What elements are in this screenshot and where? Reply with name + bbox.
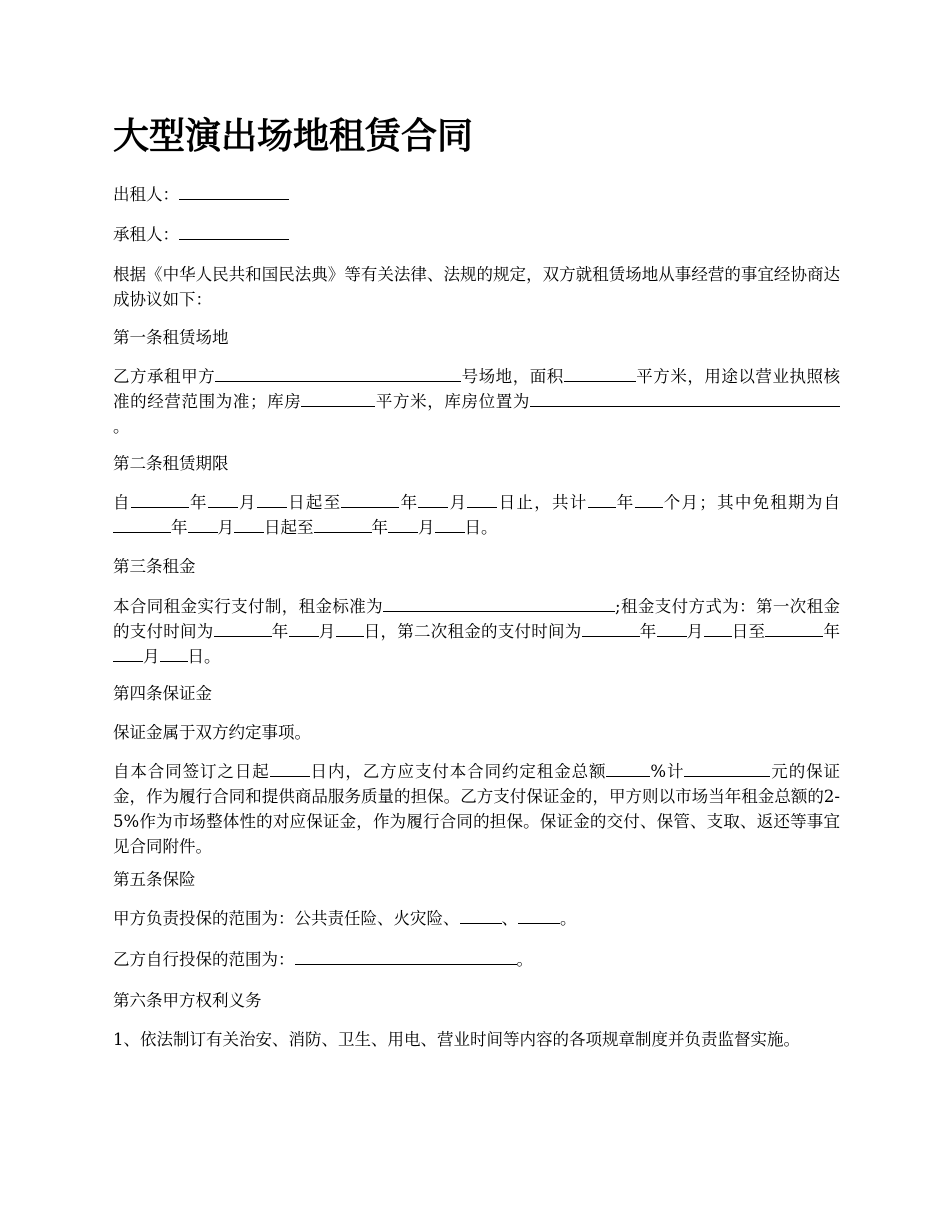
term-text: 日起至 xyxy=(286,493,342,512)
article-4-body xyxy=(113,759,840,859)
lessor-blank[interactable] xyxy=(179,185,289,200)
warehouse-location-blank[interactable] xyxy=(530,392,752,407)
free-start-year-blank[interactable] xyxy=(113,518,171,533)
article-4-heading: 第四条保证金 xyxy=(113,684,212,703)
term-text: 日。 xyxy=(464,518,498,537)
term-text: 自 xyxy=(113,493,131,512)
page-title: 大型演出场地租赁合同 xyxy=(113,115,474,157)
free-start-day-blank[interactable] xyxy=(234,518,264,533)
free-end-year-blank[interactable] xyxy=(314,518,372,533)
term-text: 个月；其中免租期为 xyxy=(662,493,824,512)
end-year-blank[interactable] xyxy=(341,493,399,508)
site-number-blank[interactable] xyxy=(215,367,461,382)
deposit-days-blank[interactable] xyxy=(270,762,310,777)
insurance-text: 。 xyxy=(516,950,533,969)
article-5-heading: 第五条保险 xyxy=(113,870,196,889)
total-years-blank[interactable] xyxy=(588,493,616,508)
insurance-text: 。 xyxy=(560,909,577,928)
article-3-heading: 第三条租金 xyxy=(113,557,196,576)
term-text: 月 xyxy=(418,518,435,537)
party-a-insurance xyxy=(113,906,840,931)
first-pay-year-blank[interactable] xyxy=(214,622,272,637)
article-1-text: 号场地，面积 xyxy=(461,367,564,386)
lessee-blank[interactable] xyxy=(179,225,289,240)
warehouse-area-blank[interactable] xyxy=(301,392,375,407)
rent-text: 日，第二次租金的支付时间为 xyxy=(363,622,582,641)
term-text: 月 xyxy=(217,518,234,537)
second-pay-end-month-blank[interactable] xyxy=(113,647,143,662)
deposit-amount-blank[interactable] xyxy=(684,762,770,777)
party-b-insurance xyxy=(113,947,840,972)
deposit-text: %计 xyxy=(650,762,685,781)
article-1-body xyxy=(113,364,840,439)
term-text: 年 xyxy=(188,493,208,512)
rent-text: 年 xyxy=(823,622,840,641)
term-text: 年 xyxy=(615,493,635,512)
lessor-line xyxy=(113,182,840,207)
rent-text: 日至 xyxy=(731,622,766,641)
lessor-label: 出租人： xyxy=(113,185,179,204)
party-a-insurance-blank-1[interactable] xyxy=(460,909,502,924)
end-month-blank[interactable] xyxy=(418,493,448,508)
insurance-text: 甲方负责投保的范围为：公共责任险、火灾险、 xyxy=(113,909,460,928)
free-start-month-blank[interactable] xyxy=(188,518,218,533)
second-pay-year-blank[interactable] xyxy=(582,622,640,637)
lessee-line xyxy=(113,222,840,247)
second-pay-end-day-blank[interactable] xyxy=(160,647,188,662)
article-1-text: 平方米，用途以营业执照核准的经营范围为准；库房 xyxy=(113,367,841,411)
intro-paragraph: 根据《中华人民共和国民法典》等有关法律、法规的规定，双方就租赁场地从事经营的事宜经协商达成协议如下： xyxy=(113,265,840,309)
rent-text: 年 xyxy=(639,622,657,641)
term-text: 月 xyxy=(237,493,257,512)
warehouse-location-blank-cont[interactable] xyxy=(752,392,840,407)
second-pay-month-blank[interactable] xyxy=(657,622,687,637)
second-pay-end-year-blank[interactable] xyxy=(765,622,823,637)
term-text: 月 xyxy=(448,493,468,512)
article-3-body xyxy=(113,594,840,669)
rent-text: 月 xyxy=(318,622,336,641)
deposit-text: 元的保证金，作为履行合同和提供商品服务质量的担保。乙方支付保证金的，甲方则以市场当年租金总额的2-5%作为市场整体性的对应保证金，作为履行合同的担保。保证金的交付、保管、支取、返还等事宜见合同附件。 xyxy=(113,762,841,856)
insurance-text: 乙方自行投保的范围为： xyxy=(113,950,295,969)
deposit-text: 自本合同签订之日起 xyxy=(113,762,270,781)
free-end-month-blank[interactable] xyxy=(388,518,418,533)
lessee-label: 承租人： xyxy=(113,225,179,244)
rent-text: 月 xyxy=(143,647,160,666)
deposit-text: 日内，乙方应支付本合同约定租金总额 xyxy=(309,762,607,781)
article-1-text: 乙方承租甲方 xyxy=(113,367,216,386)
second-pay-day-blank[interactable] xyxy=(704,622,732,637)
article-6-item-1: 1、依法制订有关治安、消防、卫生、用电、营业时间等内容的各项规章制度并负责监督实施。 xyxy=(113,1030,800,1049)
start-year-blank[interactable] xyxy=(131,493,189,508)
article-2-heading: 第二条租赁期限 xyxy=(113,454,229,473)
rent-text: 本合同租金实行支付制，租金标准为 xyxy=(113,597,384,616)
free-end-day-blank[interactable] xyxy=(435,518,465,533)
deposit-percent-blank[interactable] xyxy=(606,762,650,777)
area-blank[interactable] xyxy=(564,367,636,382)
rent-standard-blank[interactable] xyxy=(383,597,615,612)
party-a-insurance-blank-2[interactable] xyxy=(518,909,560,924)
article-6-heading: 第六条甲方权利义务 xyxy=(113,991,262,1010)
start-day-blank[interactable] xyxy=(257,493,287,508)
end-day-blank[interactable] xyxy=(467,493,497,508)
term-text: 年 xyxy=(399,493,419,512)
article-1-text: 平方米，库房位置为 xyxy=(375,392,531,411)
term-text: 年 xyxy=(371,518,388,537)
rent-text: 年 xyxy=(271,622,289,641)
article-1-heading: 第一条租赁场地 xyxy=(113,328,229,347)
rent-text: 月 xyxy=(686,622,704,641)
deposit-note: 保证金属于双方约定事项。 xyxy=(113,723,311,742)
rent-text: ;租金支付方式为：第一次租金的支付时间为 xyxy=(113,597,841,641)
insurance-text: 、 xyxy=(501,909,518,928)
article-1-text: 。 xyxy=(113,417,130,436)
rent-text: 日。 xyxy=(187,647,221,666)
first-pay-day-blank[interactable] xyxy=(336,622,364,637)
first-pay-month-blank[interactable] xyxy=(289,622,319,637)
term-text: 日起至 xyxy=(264,518,314,537)
term-text: 年 xyxy=(171,518,188,537)
total-months-blank[interactable] xyxy=(635,493,663,508)
party-b-insurance-blank[interactable] xyxy=(295,950,517,965)
term-text: 日止，共计 xyxy=(497,493,588,512)
term-text: 自 xyxy=(823,493,841,512)
start-month-blank[interactable] xyxy=(208,493,238,508)
article-2-body xyxy=(113,490,840,540)
